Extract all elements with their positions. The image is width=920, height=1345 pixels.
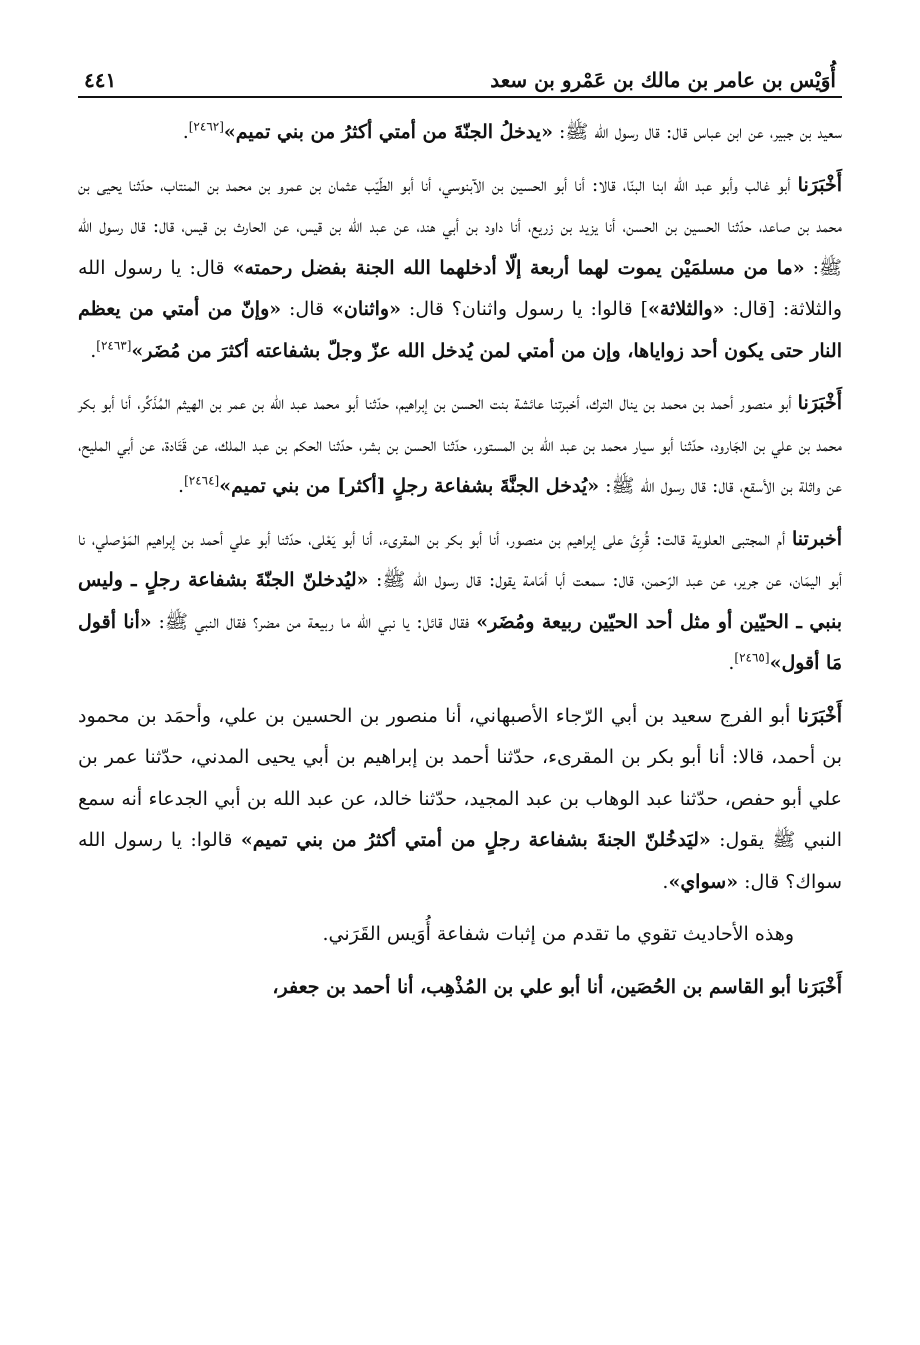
text-run: وهذه الأحاديث تقوي ما تقدم من إثبات شفاعة أُوَيس القَرَني. (322, 923, 794, 945)
emphasized-text: أخبرتنا (791, 527, 842, 550)
emphasized-text: «أنا أقول مَا أقول» (78, 610, 842, 674)
text-run: . (662, 870, 669, 893)
hadith-reference-number: [٢٤٦٣] (96, 338, 132, 353)
text-run: . (90, 339, 97, 362)
paragraph (78, 383, 842, 508)
emphasized-text: أَخْبَرَنا (797, 704, 842, 727)
emphasized-text: «والثلاثة» (648, 298, 725, 320)
paragraph (78, 914, 842, 956)
emphasized-text: «ليَدخُلنّ الجنةَ بشفاعة رجلٍ من أمتي أكثرُ من بني تميم» (240, 829, 711, 851)
hadith-reference-number: [٢٤٦٥] (734, 650, 770, 665)
emphasized-text: أَخْبَرَنا أبو القاسم بن الحُصَين، أنا أبو علي بن المُذْهِب، أنا أحمد بن جعفر، (272, 975, 842, 998)
paragraph (78, 165, 842, 373)
text-run: . (728, 652, 735, 674)
running-title: أُوَيْس بن عامر بن مالك بن عَمْرو بن سعد (490, 68, 836, 92)
text-run: فقال قائل: يا نبي الله ما ربيعة من مضر؟ فقال النبي ﷺ: (151, 610, 477, 633)
page-body (78, 112, 842, 1008)
text-run: قالوا: يا رسول الله سواك؟ قال: (78, 829, 842, 893)
emphasized-text: «سواي» (668, 870, 739, 893)
emphasized-text: أَخْبَرَنا (797, 392, 842, 414)
paragraph (78, 519, 842, 685)
paragraph (78, 967, 842, 1009)
text-run: سعيد بن جبير، عن ابن عباس قال: قال رسول الله ﷺ: (552, 121, 842, 143)
text-run: قال: (281, 298, 332, 320)
emphasized-text: «يدخلُ الجنّةَ من أمتي أكثرُ من بني تميم» (223, 121, 553, 143)
emphasized-text: أَخْبَرَنا (797, 173, 842, 196)
emphasized-text: «ليُدخلنّ الجنّةَ بشفاعة رجلٍ ـ وليس بنبي ـ الحيّين أو مثل أحد الحيّين ربيعة ومُضَر» (78, 569, 843, 633)
paragraph (78, 696, 842, 904)
text-run: أبو الفرج سعيد بن أبي الرّجاء الأصبهاني، أنا منصور بن الحسين بن علي، وأحمَد بن محمود بن أحمد، قالا: أنا أبو بكر بن المقرىء، حدّثنا أحمد بن إبراهيم بن أبي يحيى المدني، حدّثنا عمر بن علي أبو حفص، حدّثنا عبد الوهاب بن عبد المجيد، حدّثنا خالد، عن عبد الله بن أبي الجدعاء أنه سمع النبي ﷺ يقول: (78, 704, 842, 851)
emphasized-text: «واثنان» (331, 298, 401, 320)
text-run: أبو غالب وأبو عبد الله ابنا البنّا، قالا: أنا أبو الحسين بن الآبنوسي، أنا أبو الطّيّب عثمان بن عمرو بن محمد بن المنتاب، حدّثنا يحيى بن محمد بن صاعد، حدّثنا الحسين بن الحسن، أنا يزيد بن زريع، أنا داود بن أبي هند، عن عبد الله بن قيس، عن الحارث بن قيس، قال: قال رسول الله ﷺ: (78, 173, 842, 279)
emphasized-text: «ما من مسلمَيْن يموت لهما أربعة إلّا أدخلهما الله الجنة بفضل رحمته» (232, 256, 805, 279)
text-run: ] قالوا: يا رسول واثنان؟ قال: (400, 298, 649, 320)
text-run: أم المجتبى العلوية قالت: قُرِئ على إبراهيم بن منصور، أنا أبو بكر بن المقرىء، أنا أبو يَعْلى، حدّثنا أبو علي أحمد بن إبراهيم المَوْصلي، نا أبو اليمَان، عن جرير، عن عبد الرّحمن، قال: سمعت أبا أمَامة يقول: قال رسول الله ﷺ: (78, 527, 842, 591)
text-run: . (182, 121, 189, 143)
text-run: . (178, 475, 185, 497)
text-run: قال: يا رسول الله والثلاثة: [قال: (78, 256, 843, 320)
emphasized-text: «يُدخل الجنَّةَ بشفاعة رجلٍ [أكثر] من بني تميم» (219, 475, 600, 497)
paragraph (78, 112, 842, 154)
hadith-reference-number: [٢٤٦٢] (188, 119, 224, 134)
text-run: أبو منصور أحمد بن محمد بن ينال الترك، أخبرتنا عائشة بنت الحسن بن إبراهيم، حدّثنا أبو محمد عبد الله بن عمر بن الهيثم المُذَكِّر، أنا أبو بكر محمد بن علي بن الجَارود، حدّثنا أبو سيار محمد بن عبد الله بن المستور، حدّثنا الحسن بن بشر، حدّثنا الحكم بن عبد الملك، عن قَتَادة، عن أبي المليح، عن واثلة بن الأسقع، قال: قال رسول الله ﷺ: (78, 392, 842, 497)
hadith-reference-number: [٢٤٦٤] (184, 473, 220, 488)
page-number: ٤٤١ (84, 68, 117, 92)
emphasized-text: «وإنّ من أمتي من يعظم النار حتى يكون أحد زواياها، وإن من أمتي لمن يُدخل الله عزّ وجلّ بشفاعته أكثرَ من مُضَر» (78, 298, 842, 362)
page-header (78, 58, 842, 98)
